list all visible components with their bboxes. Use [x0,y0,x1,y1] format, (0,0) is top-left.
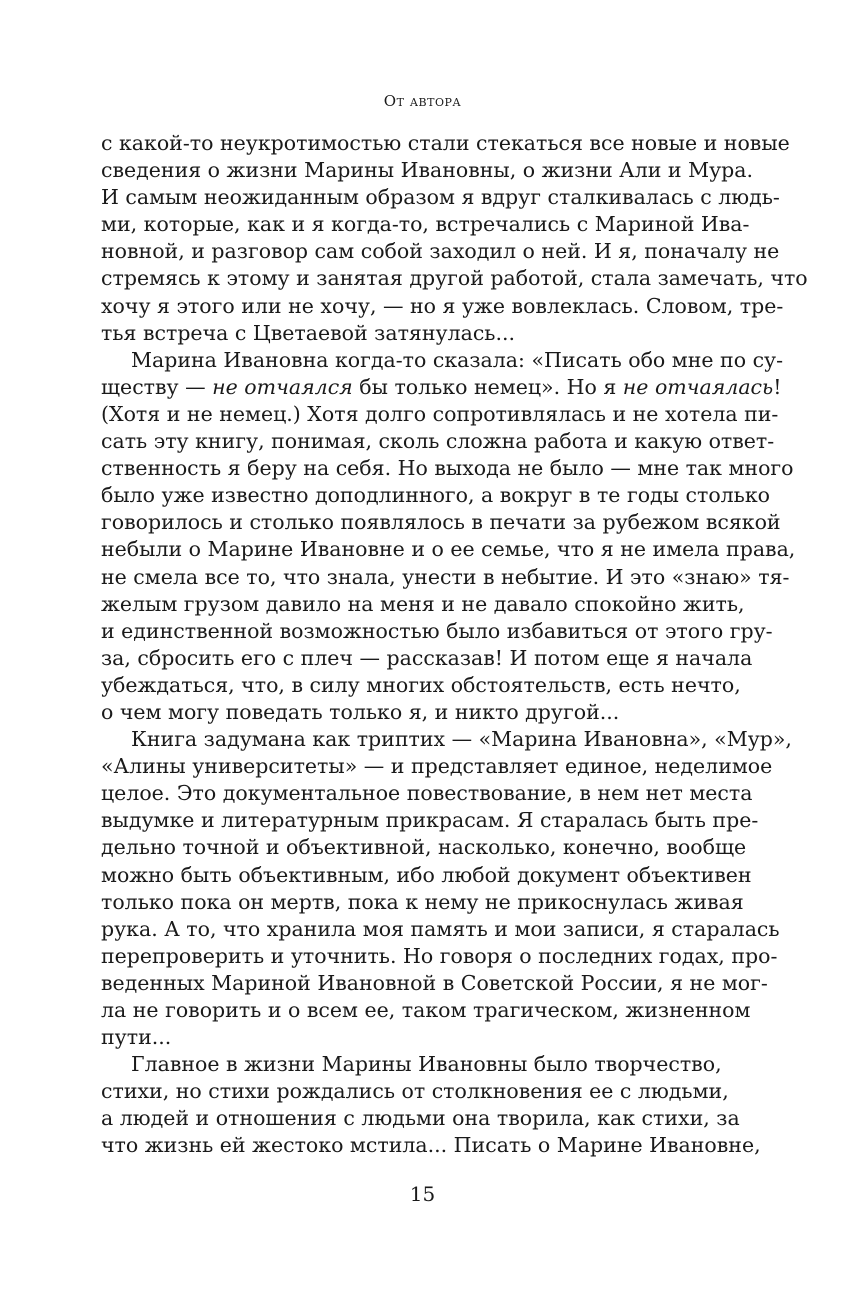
text-line-with-emphasis [101,374,782,401]
emphasis-text: не отчаялся [212,374,353,399]
text-line: а людей и отношения с людьми она творила, как стихи, за [101,1106,740,1131]
text-line: И самым неожиданным образом я вдруг сталкивалась с людь- [101,185,780,210]
running-header-initial: О [383,92,397,110]
text-line: «Алины университеты» — и представляет единое, неделимое [101,754,773,779]
paragraph-2 [101,347,796,726]
text-line: ми, которые, как и я когда-то, встречались с Мариной Ива- [101,212,750,237]
text-line: новной, и разговор сам собой заходил о ней. И я, поначалу не [101,239,780,264]
paragraph-1 [101,130,808,347]
text-line: рука. А то, что хранила моя память и мои записи, я старалась [101,916,780,941]
text-line: за, сбросить его с плеч — рассказав! И потом еще я начала [101,645,753,670]
text-line: было уже известно доподлинного, а вокруг в те годы столько [101,483,770,508]
text-line: тья встреча с Цветаевой затянулась... [101,320,516,345]
emphasis-text: не отчаялась [622,374,774,399]
text-segment: ! [773,374,782,399]
running-header-rest: т автора [396,92,462,110]
text-line: что жизнь ей жестоко мстила... Писать о Марине Ивановне, [101,1133,761,1158]
text-line: можно быть объективным, ибо любой документ объективен [101,862,752,887]
paragraph-3 [101,726,792,1051]
running-header [0,92,845,110]
text-line: желым грузом давило на меня и не давало спокойно жить, [101,591,745,616]
text-line: стремясь к этому и занятая другой работой, стала замечать, что [101,266,808,291]
text-line: ственность я беру на себя. Но выхода не было — мне так много [101,456,794,481]
page-number: 15 [409,1182,436,1206]
text-line: ла не говорить и о всем ее, таком трагическом, жизненном [101,998,751,1022]
text-line: хочу я этого или не хочу, — но я уже вовлеклась. Словом, тре- [101,293,784,318]
text-line: не смела все то, что знала, унести в небытие. И это «знаю» тя- [101,564,790,589]
text-line: и единственной возможностью было избавиться от этого гру- [101,618,773,643]
text-line: веденных Мариной Ивановной в Советской России, я не мог- [101,970,768,995]
text-line: только пока он мертв, пока к нему не прикоснулась живая [101,889,744,914]
text-line: небыли о Марине Ивановне и о ее семье, что я не имела права, [101,537,796,562]
text-line: пути... [101,1025,172,1050]
text-line: говорилось и столько появлялось в печати за рубежом всякой [101,510,781,535]
text-line: с какой-то неукротимостью стали стекаться все новые и новые [101,131,790,155]
text-line: Книга задумана как триптих — «Марина Ивановна», «Мур», [131,727,792,752]
text-line: Марина Ивановна когда-то сказала: «Писать обо мне по су- [131,347,784,372]
text-line: стихи, но стихи рождались от столкновения ее с людьми, [101,1079,729,1104]
text-line: дельно точной и объективной, насколько, конечно, вообще [101,835,747,860]
text-line: о чем могу поведать только я, и никто другой... [101,699,620,724]
text-line: Главное в жизни Марины Ивановны было творчество, [131,1052,722,1077]
paragraph-4 [101,1051,761,1159]
text-line: целое. Это документальное повествование, в нем нет места [101,781,753,806]
text-segment: бы только немец». Но я [352,374,623,399]
text-line: выдумке и литературным прикрасам. Я старалась быть пре- [101,808,759,833]
text-line: убеждаться, что, в силу многих обстоятельств, есть нечто, [101,672,741,697]
text-line: (Хотя и не немец.) Хотя долго сопротивлялась и не хотела пи- [101,401,779,426]
text-line: сведения о жизни Марины Ивановны, о жизни Али и Мура. [101,158,754,183]
text-line: перепроверить и уточнить. Но говоря о последних годах, про- [101,943,778,968]
text-line: сать эту книгу, понимая, сколь сложна работа и какую ответ- [101,429,775,454]
text-segment: ществу — [101,374,213,399]
body-text [101,130,808,1160]
